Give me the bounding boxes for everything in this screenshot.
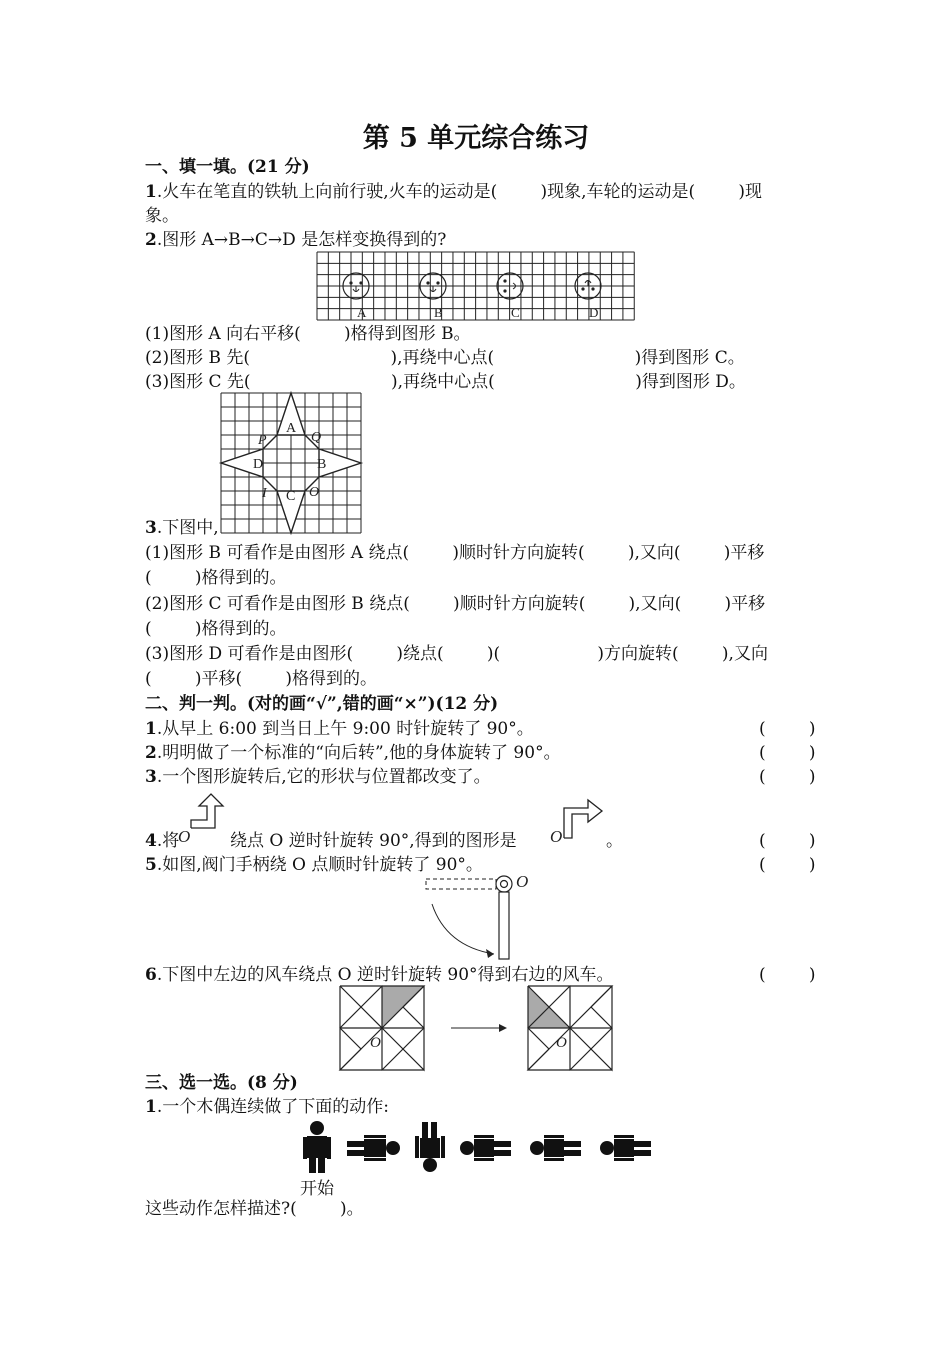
judge-5-number: 5 <box>145 855 157 875</box>
q3-text: .下图中, <box>156 518 219 538</box>
judge-1-answer-paren[interactable]: ( ) <box>759 719 816 739</box>
q2-label-c: C <box>511 305 520 320</box>
transform-arrow <box>451 1022 507 1034</box>
windmill-right <box>527 985 613 1071</box>
judge-4-point-o-left: O <box>178 827 191 846</box>
judge-6-number: 6 <box>145 965 157 985</box>
judge-2-number: 2 <box>145 743 157 763</box>
puppet-pose-3 <box>415 1122 445 1172</box>
q2-label-b: B <box>434 305 443 320</box>
rotated-arrow-shape <box>549 795 609 845</box>
q2-sub1: (1)图形 A 向右平移( )格得到图形 B。 <box>145 324 471 344</box>
q2-line <box>145 230 446 250</box>
page-title: 第 5 单元综合练习 <box>362 123 590 154</box>
q1-text: .火车在笔直的铁轨上向前行驶,火车的运动是( )现象,车轮的运动是( )现 <box>156 182 763 202</box>
valve-handle-figure <box>424 872 534 962</box>
judge-6-text: .下图中左边的风车绕点 O 逆时针旋转 90°得到右边的风车。 <box>156 965 614 985</box>
start-label: 开始 <box>300 1179 334 1199</box>
q3-point-o: O <box>309 485 320 500</box>
judge-3-text: .一个图形旋转后,它的形状与位置都改变了。 <box>156 767 491 787</box>
valve-point-o: O <box>516 872 529 891</box>
judge-item-3 <box>145 767 491 787</box>
original-arrow-shape <box>175 790 235 846</box>
q3-label-c: C <box>286 489 296 504</box>
q3-sub2b: ( )格得到的。 <box>145 619 287 639</box>
judge-3-answer-paren[interactable]: ( ) <box>759 767 816 787</box>
judge-4-text-c: 。 <box>606 831 623 851</box>
q3-grid-figure <box>221 393 361 533</box>
q3-number: 3 <box>145 518 157 538</box>
q3-label-d: D <box>253 457 264 472</box>
judge-4-point-o-right: O <box>550 827 563 846</box>
q2-grid-figure <box>317 252 635 320</box>
q3-label-b: B <box>317 457 327 472</box>
q1-line1 <box>145 182 762 202</box>
puppet-pose-5 <box>530 1135 581 1161</box>
judge-3-number: 3 <box>145 767 157 787</box>
judge-4-number: 4 <box>145 831 157 851</box>
q2-label-a: A <box>357 305 367 320</box>
q2-label-d: D <box>589 305 599 320</box>
q2-sub3: (3)图形 C 先( ),再绕中心点( )得到图形 D。 <box>145 372 746 392</box>
puppet-pose-2 <box>347 1135 400 1161</box>
section-2-heading: 二、判一判。(对的画“√”,错的画“×”)(12 分) <box>145 694 499 714</box>
q2-text: .图形 A→B→C→D 是怎样变换得到的? <box>156 230 447 250</box>
windmill-left <box>339 985 425 1071</box>
q2-number: 2 <box>145 230 157 250</box>
judge-2-text: .明明做了一个标准的“向后转”,他的身体旋转了 90°。 <box>156 743 561 763</box>
judge-5-answer-paren[interactable]: ( ) <box>759 855 816 875</box>
q1-number: 1 <box>145 182 157 202</box>
judge-1-text: .从早上 6:00 到当日上午 9:00 时针旋转了 90°。 <box>156 719 534 739</box>
puppet-pose-6 <box>600 1135 651 1161</box>
puppet-sequence-figure <box>300 1120 660 1176</box>
judge-6-answer-paren[interactable]: ( ) <box>759 965 816 985</box>
judge-4-text-b: 绕点 O 逆时针旋转 90°,得到的图形是 <box>230 831 517 851</box>
q3-line <box>145 518 219 538</box>
q3-sub1a: (1)图形 B 可看作是由图形 A 绕点( )顺时针方向旋转( ),又向( )平移 <box>145 543 765 563</box>
windmill-left-point-o: O <box>370 1035 381 1051</box>
q3-sub1b: ( )格得到的。 <box>145 568 287 588</box>
choose-q1-number: 1 <box>145 1097 157 1117</box>
judge-item-6 <box>145 965 614 985</box>
judge-1-number: 1 <box>145 719 157 739</box>
section-3-heading: 三、选一选。(8 分) <box>145 1073 298 1093</box>
puppet-pose-1 <box>303 1121 331 1173</box>
judge-2-answer-paren[interactable]: ( ) <box>759 743 816 763</box>
q1-line2: 象。 <box>145 206 179 226</box>
judge-item-2 <box>145 743 561 763</box>
q3-point-i: I <box>262 486 267 501</box>
judge-item-1 <box>145 719 534 739</box>
judge-4-text-a: .将 <box>156 831 180 851</box>
choose-q1-answer: 这些动作怎样描述?( )。 <box>145 1199 364 1219</box>
q3-label-a: A <box>286 421 297 436</box>
choose-q1-text: .一个木偶连续做了下面的动作: <box>156 1097 389 1117</box>
q3-sub3b: ( )平移( )格得到的。 <box>145 669 377 689</box>
q3-point-p: P <box>258 433 267 448</box>
section-1-heading: 一、填一填。(21 分) <box>145 157 310 177</box>
judge-4-answer-paren[interactable]: ( ) <box>759 831 816 851</box>
q3-sub2a: (2)图形 C 可看作是由图形 B 绕点( )顺时针方向旋转( ),又向( )平移 <box>145 594 766 614</box>
q3-sub3a: (3)图形 D 可看作是由图形( )绕点( )( )方向旋转( ),又向 <box>145 644 768 664</box>
windmill-right-point-o: O <box>556 1035 567 1051</box>
judge-5-text: .如图,阀门手柄绕 O 点顺时针旋转了 90°。 <box>156 855 483 875</box>
choose-q1-line <box>145 1097 389 1117</box>
q2-sub2: (2)图形 B 先( ),再绕中心点( )得到图形 C。 <box>145 348 745 368</box>
puppet-pose-4 <box>460 1135 511 1161</box>
q3-point-q: Q <box>311 430 322 445</box>
